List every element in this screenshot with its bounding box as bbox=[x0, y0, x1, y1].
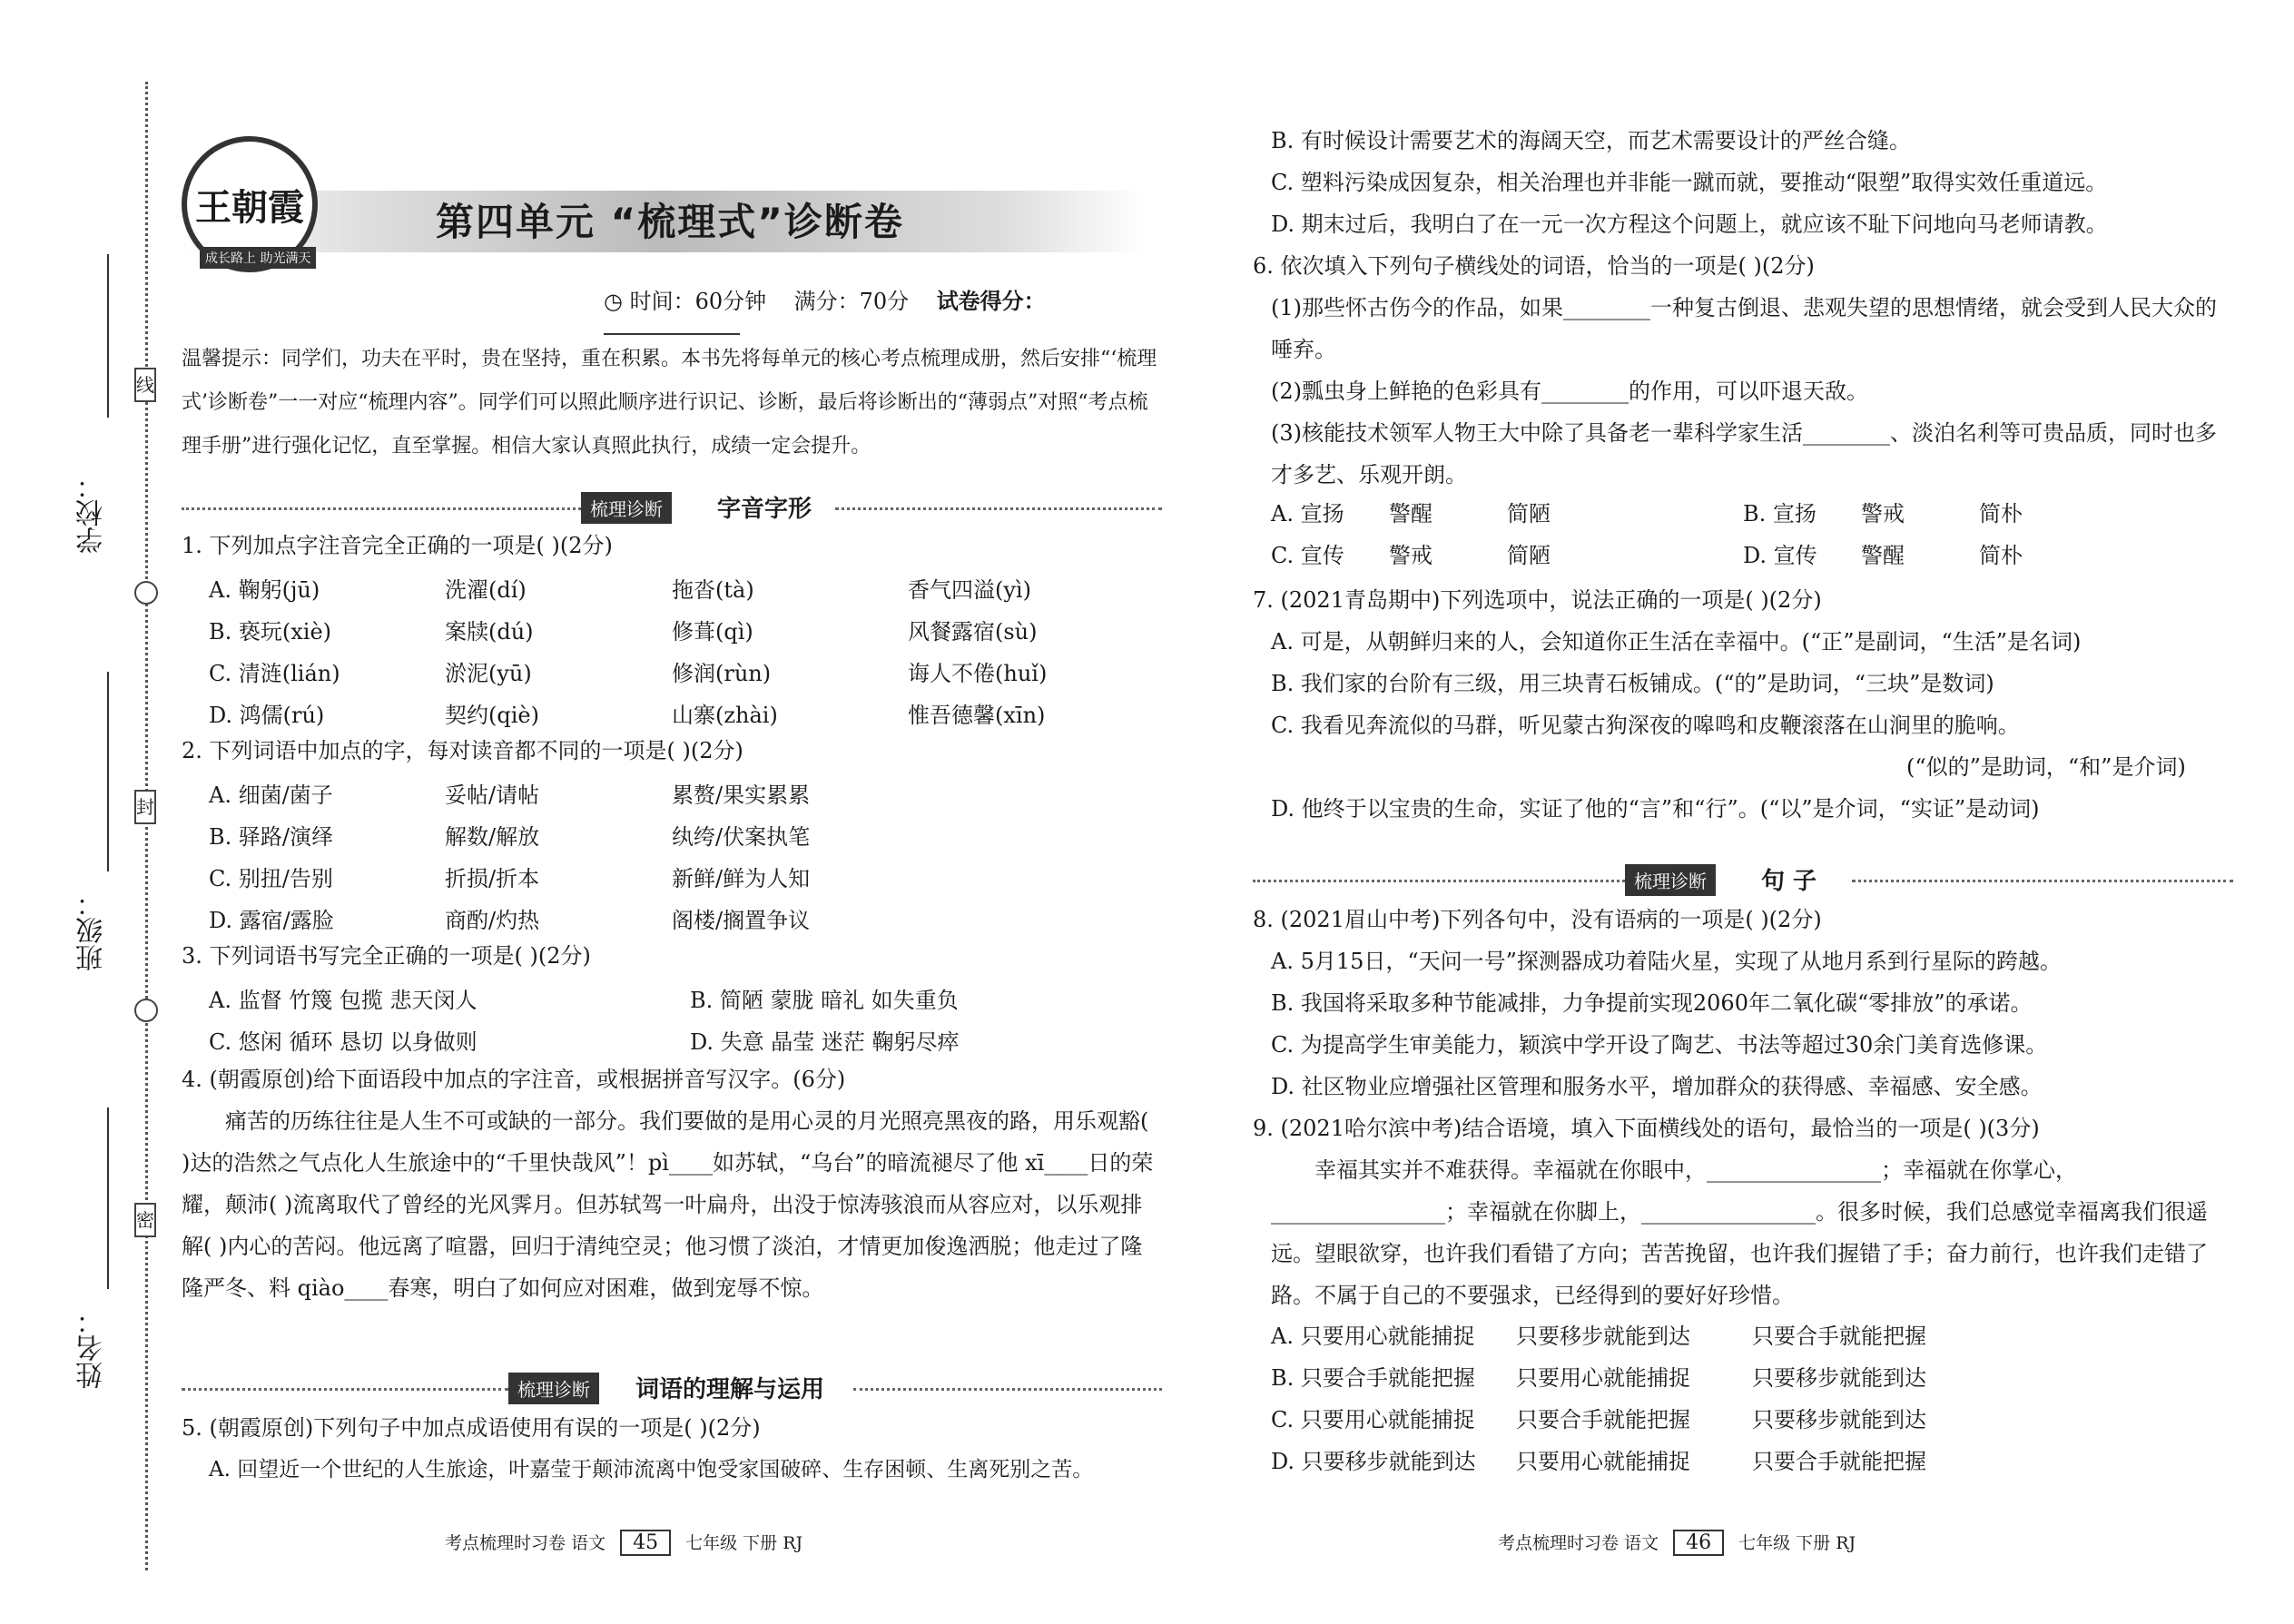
option-cell: 惟吾德馨(xīn) bbox=[908, 703, 1046, 728]
option-cell: 只要合手就能把握 bbox=[1752, 1324, 1926, 1349]
question-7-option-d: D. 他终于以宝贵的生命，实证了他的“言”和“行”。(“以”是介词，“实证”是动词) bbox=[1271, 796, 2040, 822]
scissor-icon bbox=[134, 999, 158, 1022]
option-cell: 诲人不倦(huǐ) bbox=[908, 661, 1048, 686]
option-cell: B. 驿路/演绎 bbox=[209, 824, 333, 850]
option-cell: 商酌/灼热 bbox=[445, 908, 540, 933]
section-header-sentence bbox=[1253, 862, 2233, 899]
option-cell: 新鲜/鲜为人知 bbox=[672, 866, 811, 891]
question-7-option-a: A. 可是，从朝鲜归来的人，会知道你正生活在幸福中。(“正”是副词，“生活”是名词) bbox=[1271, 629, 2082, 655]
question-5-option-a: A. 回望近一个世纪的人生旅途，叶嘉莹于颠沛流离中饱受家国破碎、生存困顿、生离死别之苦。 bbox=[209, 1458, 1094, 1481]
option-cell: C. 悠闲 循环 恳切 以身做则 bbox=[209, 1029, 478, 1055]
option-cell: 简陋 bbox=[1507, 543, 1551, 568]
score-label: 试卷得分： bbox=[936, 288, 1046, 314]
question-8-option-a: A. 5月15日，“天问一号”探测器成功着陆火星，实现了从地月系到行星际的跨越。 bbox=[1271, 949, 2062, 974]
option-cell: 简朴 bbox=[1979, 501, 2023, 527]
option-cell: 简陋 bbox=[1507, 501, 1551, 527]
option-cell: 警醒 bbox=[1389, 501, 1433, 527]
section-divider bbox=[182, 507, 581, 513]
option-cell: D. 鸿儒(rú) bbox=[209, 703, 325, 728]
section-divider bbox=[835, 507, 1162, 513]
footer bbox=[445, 1530, 802, 1556]
question-7-option-c: C. 我看见奔流似的马群，听见蒙古狗深夜的嗥鸣和皮鞭滚落在山涧里的脆响。 bbox=[1271, 713, 2020, 738]
question-8-option-b: B. 我国将采取多种节能减排，力争提前实现2060年二氧化碳“零排放”的承诺。 bbox=[1271, 990, 2033, 1016]
time-limit: ◷ 时间：60分钟 bbox=[604, 289, 767, 314]
question-7-option-b: B. 我们家的台阶有三级，用三块青石板铺成。(“的”是助词，“三块”是数词) bbox=[1271, 671, 1994, 696]
question-5-option-b: B. 有时候设计需要艺术的海阔天空，而艺术需要设计的严丝合缝。 bbox=[1271, 128, 1911, 153]
section-name: 句 子 bbox=[1761, 868, 1817, 895]
option-cell: 折损/折本 bbox=[445, 866, 540, 891]
question-5: 5. (朝霞原创)下列句子中加点成语使用有误的一项是( )(2分) bbox=[182, 1415, 761, 1441]
option-cell: C. 只要用心就能捕捉 bbox=[1271, 1407, 1475, 1432]
section-header-pronunciation bbox=[182, 490, 1162, 527]
option-cell: 只要移步就能到达 bbox=[1752, 1407, 1926, 1432]
question-4-passage: 痛苦的历练往往是人生不可或缺的一部分。我们要做的是用心灵的月光照亮黑夜的路，用乐观豁( )达的浩然之气点化人生旅途中的“千里快哉风”！pì____如苏轼，“乌台”的暗流褪尽了他 xī____日的荣耀，颠沛( )流离取代了曾经的光风霁月。但苏轼驾一叶扁舟，出没于惊涛骇浪而从容应对，以乐观排解( )内心的苦闷。他远离了喧嚣，回归于清纯空灵；他习惯了淡泊，才情更加俊逸洒脱；他走过了隆隆严冬、料 qiào____春寒，明白了如何应对困难，做到宠辱不惊。 bbox=[182, 1108, 1154, 1301]
option-cell: 淤泥(yū) bbox=[445, 661, 532, 686]
question-9: 9. (2021哈尔滨中考)结合语境，填入下面横线处的语句，最恰当的一项是( )(3分) bbox=[1253, 1116, 2040, 1141]
option-cell: 妥帖/请帖 bbox=[445, 782, 540, 808]
right-page bbox=[1253, 0, 2233, 1624]
question-6-sentence-3: (3)核能技术领军人物王大中除了具备老一辈科学家生活________、淡泊名利等可贵品质，同时也多才多艺、乐观开朗。 bbox=[1271, 420, 2217, 487]
question-7-option-c-note: (“似的”是助词，“和”是介词) bbox=[1906, 754, 2186, 780]
class-label: 班级： bbox=[76, 890, 108, 971]
option-cell: D. 露宿/露脸 bbox=[209, 908, 334, 933]
option-cell: 只要用心就能捕捉 bbox=[1516, 1449, 1690, 1474]
cut-mark-seal: 封 bbox=[134, 790, 156, 824]
option-cell: B. 只要合手就能把握 bbox=[1271, 1365, 1475, 1391]
cut-dotted-line bbox=[145, 82, 148, 1570]
logo-slogan: 成长路上 助光满天 bbox=[200, 247, 316, 269]
section-tag: 梳理诊断 bbox=[581, 492, 672, 524]
question-6-sentence-2: (2)瓢虫身上鲜艳的色彩具有________的作用，可以吓退天敌。 bbox=[1271, 379, 1868, 404]
option-cell: A. 宣扬 bbox=[1271, 501, 1344, 527]
option-cell: A. 监督 竹篾 包揽 悲天闵人 bbox=[209, 988, 478, 1013]
option-cell: A. 鞠躬(jū) bbox=[209, 577, 320, 603]
section-divider bbox=[182, 1388, 508, 1393]
option-cell: A. 细菌/菌子 bbox=[209, 782, 333, 808]
brand-logo: 王朝霞 bbox=[182, 136, 318, 272]
option-cell: 只要合手就能把握 bbox=[1516, 1407, 1690, 1432]
school-underline bbox=[107, 254, 109, 418]
option-cell: B. 亵玩(xiè) bbox=[209, 619, 332, 645]
question-3: 3. 下列词语书写完全正确的一项是( )(2分) bbox=[182, 943, 591, 969]
scissor-icon bbox=[134, 581, 158, 605]
option-cell: D. 失意 晶莹 迷茫 鞠躬尽瘁 bbox=[690, 1029, 960, 1055]
option-cell: D. 只要移步就能到达 bbox=[1271, 1449, 1476, 1474]
question-6: 6. 依次填入下列句子横线处的词语，恰当的一项是( )(2分) bbox=[1253, 253, 1815, 279]
question-8-option-c: C. 为提高学生审美能力，颖滨中学开设了陶艺、书法等超过30余门美育选修课。 bbox=[1271, 1032, 2048, 1058]
section-tag: 梳理诊断 bbox=[1625, 864, 1716, 896]
option-cell: 山寨(zhài) bbox=[672, 703, 778, 728]
option-cell: 只要用心就能捕捉 bbox=[1516, 1365, 1690, 1391]
question-9-passage: 幸福其实并不难获得。幸福就在你眼中，________________；幸福就在你掌心，________________；幸福就在你脚上，________________。很多时候，我们总感觉幸福离我们很遥远。望眼欲穿，也许我们看错了方向；苦苦挽留，也许我们握错了手；奋力前行，也许我们走错了路。不属于自己的不要强求，已经得到的要好好珍惜。 bbox=[1271, 1157, 2208, 1308]
section-divider bbox=[1852, 880, 2233, 885]
option-cell: 洗濯(dí) bbox=[445, 577, 527, 603]
option-cell: 累赘/果实累累 bbox=[672, 782, 811, 808]
option-cell: 拖沓(tà) bbox=[672, 577, 754, 603]
question-7: 7. (2021青岛期中)下列选项中，说法正确的一项是( )(2分) bbox=[1253, 587, 1822, 613]
cut-mark-line: 线 bbox=[134, 368, 156, 402]
option-cell: 警戒 bbox=[1861, 501, 1905, 527]
option-cell: 香气四溢(yì) bbox=[908, 577, 1031, 603]
exam-meta bbox=[604, 283, 1162, 340]
page-number: 46 bbox=[1673, 1530, 1724, 1556]
option-cell: 契约(qiè) bbox=[445, 703, 539, 728]
option-cell: 警醒 bbox=[1861, 543, 1905, 568]
score-field[interactable] bbox=[604, 333, 740, 335]
footer-book: 考点梳理时习卷 语文 bbox=[1498, 1533, 1659, 1553]
class-underline bbox=[107, 672, 109, 871]
option-cell: 修葺(qì) bbox=[672, 619, 753, 645]
page-number: 45 bbox=[620, 1530, 671, 1556]
option-cell: C. 清涟(lián) bbox=[209, 661, 340, 686]
footer-grade: 七年级 下册 RJ bbox=[685, 1533, 803, 1553]
question-1: 1. 下列加点字注音完全正确的一项是( )(2分) bbox=[182, 533, 613, 558]
option-cell: B. 简陋 蒙胧 暗礼 如失重负 bbox=[690, 988, 959, 1013]
question-5-option-c: C. 塑料污染成因复杂，相关治理也并非能一蹴而就，要推动“限塑”取得实效任重道远。 bbox=[1271, 170, 2108, 195]
tip-text: 温馨提示：同学们，功夫在平时，贵在坚持，重在积累。本书先将每单元的核心考点梳理成册，然后安排“‘梳理式’诊断卷”一一对应“梳理内容”。同学们可以照此顺序进行识记、诊断，最后将诊断出的“薄弱点”对照“考点梳理手册”进行强化记忆，直至掌握。相信大家认真照此执行，成绩一定会提升。 bbox=[182, 348, 1157, 458]
footer bbox=[1498, 1530, 1856, 1556]
cut-mark-dense: 密 bbox=[134, 1203, 156, 1237]
question-4: 4. (朝霞原创)给下面语段中加点的字注音，或根据拼音写汉字。(6分) bbox=[182, 1067, 846, 1092]
question-6-sentence-1: (1)那些怀古伤今的作品，如果________一种复古倒退、悲观失望的思想情绪，就会受到人民大众的唾弃。 bbox=[1271, 295, 2217, 362]
option-cell: 案牍(dú) bbox=[445, 619, 534, 645]
name-label: 姓名： bbox=[76, 1307, 108, 1389]
section-name: 词语的理解与运用 bbox=[635, 1376, 825, 1403]
option-cell: 风餐露宿(sù) bbox=[908, 619, 1038, 645]
full-score: 满分：70分 bbox=[793, 289, 910, 314]
section-tag: 梳理诊断 bbox=[508, 1373, 599, 1404]
footer-grade: 七年级 下册 RJ bbox=[1738, 1533, 1856, 1553]
binding-margin bbox=[0, 0, 163, 1624]
option-cell: 阁楼/搁置争议 bbox=[672, 908, 811, 933]
section-divider bbox=[853, 1388, 1162, 1393]
name-underline bbox=[107, 1107, 109, 1289]
question-8: 8. (2021眉山中考)下列各句中，没有语病的一项是( )(2分) bbox=[1253, 907, 1822, 932]
option-cell: B. 宣扬 bbox=[1743, 501, 1816, 527]
option-cell: 只要移步就能到达 bbox=[1752, 1365, 1926, 1391]
question-2: 2. 下列词语中加点的字，每对读音都不同的一项是( )(2分) bbox=[182, 738, 743, 763]
option-cell: 只要移步就能到达 bbox=[1516, 1324, 1690, 1349]
page-title: 第四单元 “梳理式”诊断卷 bbox=[436, 200, 904, 244]
section-name: 字音字形 bbox=[717, 496, 812, 523]
option-cell: 解数/解放 bbox=[445, 824, 540, 850]
option-cell: 修润(rùn) bbox=[672, 661, 772, 686]
left-page bbox=[182, 0, 1162, 1624]
school-label: 学校： bbox=[76, 472, 108, 554]
question-5-option-d: D. 期末过后，我明白了在一元一次方程这个问题上，就应该不耻下问地向马老师请教。 bbox=[1271, 212, 2108, 237]
option-cell: D. 宣传 bbox=[1743, 543, 1817, 568]
option-cell: 纨绔/伏案执笔 bbox=[672, 824, 811, 850]
option-cell: 简朴 bbox=[1979, 543, 2023, 568]
section-divider bbox=[1253, 880, 1625, 885]
section-header-vocab bbox=[182, 1371, 1162, 1407]
question-8-option-d: D. 社区物业应增强社区管理和服务水平，增加群众的获得感、幸福感、安全感。 bbox=[1271, 1074, 2043, 1099]
footer-book: 考点梳理时习卷 语文 bbox=[445, 1533, 606, 1553]
option-cell: C. 别扭/告别 bbox=[209, 866, 333, 891]
option-cell: A. 只要用心就能捕捉 bbox=[1271, 1324, 1475, 1349]
option-cell: 只要合手就能把握 bbox=[1752, 1449, 1926, 1474]
option-cell: 警戒 bbox=[1389, 543, 1433, 568]
option-cell: C. 宣传 bbox=[1271, 543, 1344, 568]
